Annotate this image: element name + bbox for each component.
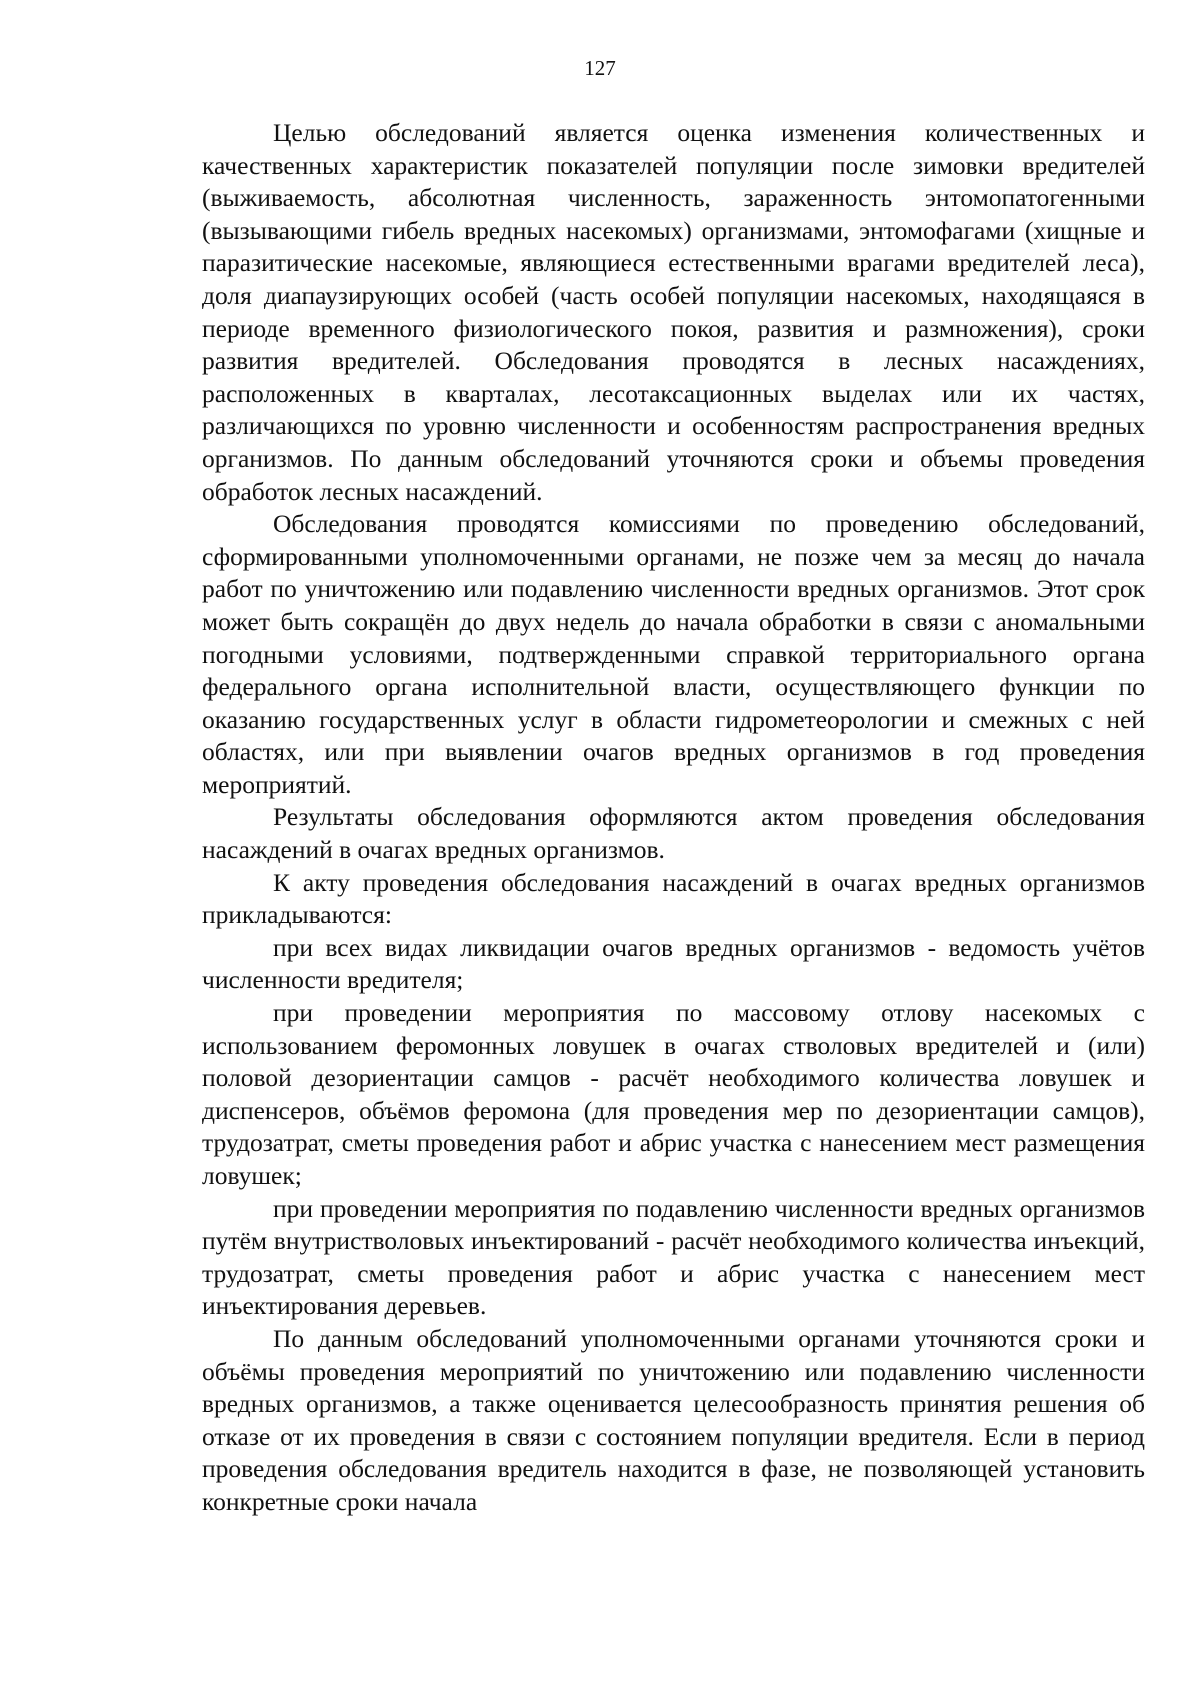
paragraph-survey-goal: Целью обследований является оценка изменения количественных и качественных характеристик показателей популяции после зимовки вредителей (выживаемость, абсолютная численность, зараженность энтомопатогенными (вызывающими гибель вредных насекомых) организмами, энтомофагами (хищные и паразитические насекомые, являющиеся естественными врагами вредителей леса), доля диапаузирующих особей (часть особей популяции насекомых, находящаяся в периоде временного физиологического покоя, развития и размножения), сроки развития вредителей. Обследования проводятся в лесных насаждениях, расположенных в кварталах, лесотаксационных выделах или их частях, различающихся по уровню численности и особенностям распространения вредных организмов. По данным обследований уточняются сроки и объемы проведения обработок лесных насаждений. <box>202 118 1145 506</box>
paragraph-survey-commissions: Обследования проводятся комиссиями по проведению обследований, сформированными уполномоченными органами, не позже чем за месяц до начала работ по уничтожению или подавлению численности вредных организмов. Этот срок может быть сокращён до двух недель до начала обработки в связи с аномальными погодными условиями, подтвержденными справкой территориального органа федерального органа исполнительной власти, осуществляющего функции по оказанию государственных услуг в области гидрометеорологии и смежных с ней областях, или при выявлении очагов вредных организмов в год проведения мероприятий. <box>202 509 1145 799</box>
paragraph-act-attachments: К акту проведения обследования насаждений в очагах вредных организмов прикладываются: <box>202 867 1145 930</box>
paragraph-attachment-injections: при проведении мероприятия по подавлению численности вредных организмов путём внутристволовых инъектирований - расчёт необходимого количества инъекций, трудозатрат, сметы проведения работ и абрис участка с нанесением мест инъектирования деревьев. <box>202 1193 1145 1321</box>
paragraph-attachment-pheromone-traps: при проведении мероприятия по массовому отлову насекомых с использованием феромонных ловушек в очагах стволовых вредителей и (или) половой дезориентации самцов - расчёт необходимого количества ловушек и диспенсеров, объёмов феромона (для проведения мер по дезориентации самцов), трудозатрат, сметы проведения работ и абрис участка с нанесением мест размещения ловушек; <box>202 998 1145 1190</box>
document-body <box>202 117 1145 1519</box>
paragraph-survey-results: Результаты обследования оформляются актом проведения обследования насаждений в очагах вредных организмов. <box>202 802 1145 865</box>
page-number: 127 <box>584 56 616 80</box>
paragraph-attachment-liquidation: при всех видах ликвидации очагов вредных организмов - ведомость учётов численности вредителя; <box>202 932 1145 995</box>
paragraph-survey-conclusions: По данным обследований уполномоченными органами уточняются сроки и объёмы проведения мероприятий по уничтожению или подавлению численности вредных организмов, а также оценивается целесообразность принятия решения об отказе от их проведения в связи с состоянием популяции вредителя. Если в период проведения обследования вредитель находится в фазе, не позволяющей установить конкретные сроки начала <box>202 1323 1145 1516</box>
